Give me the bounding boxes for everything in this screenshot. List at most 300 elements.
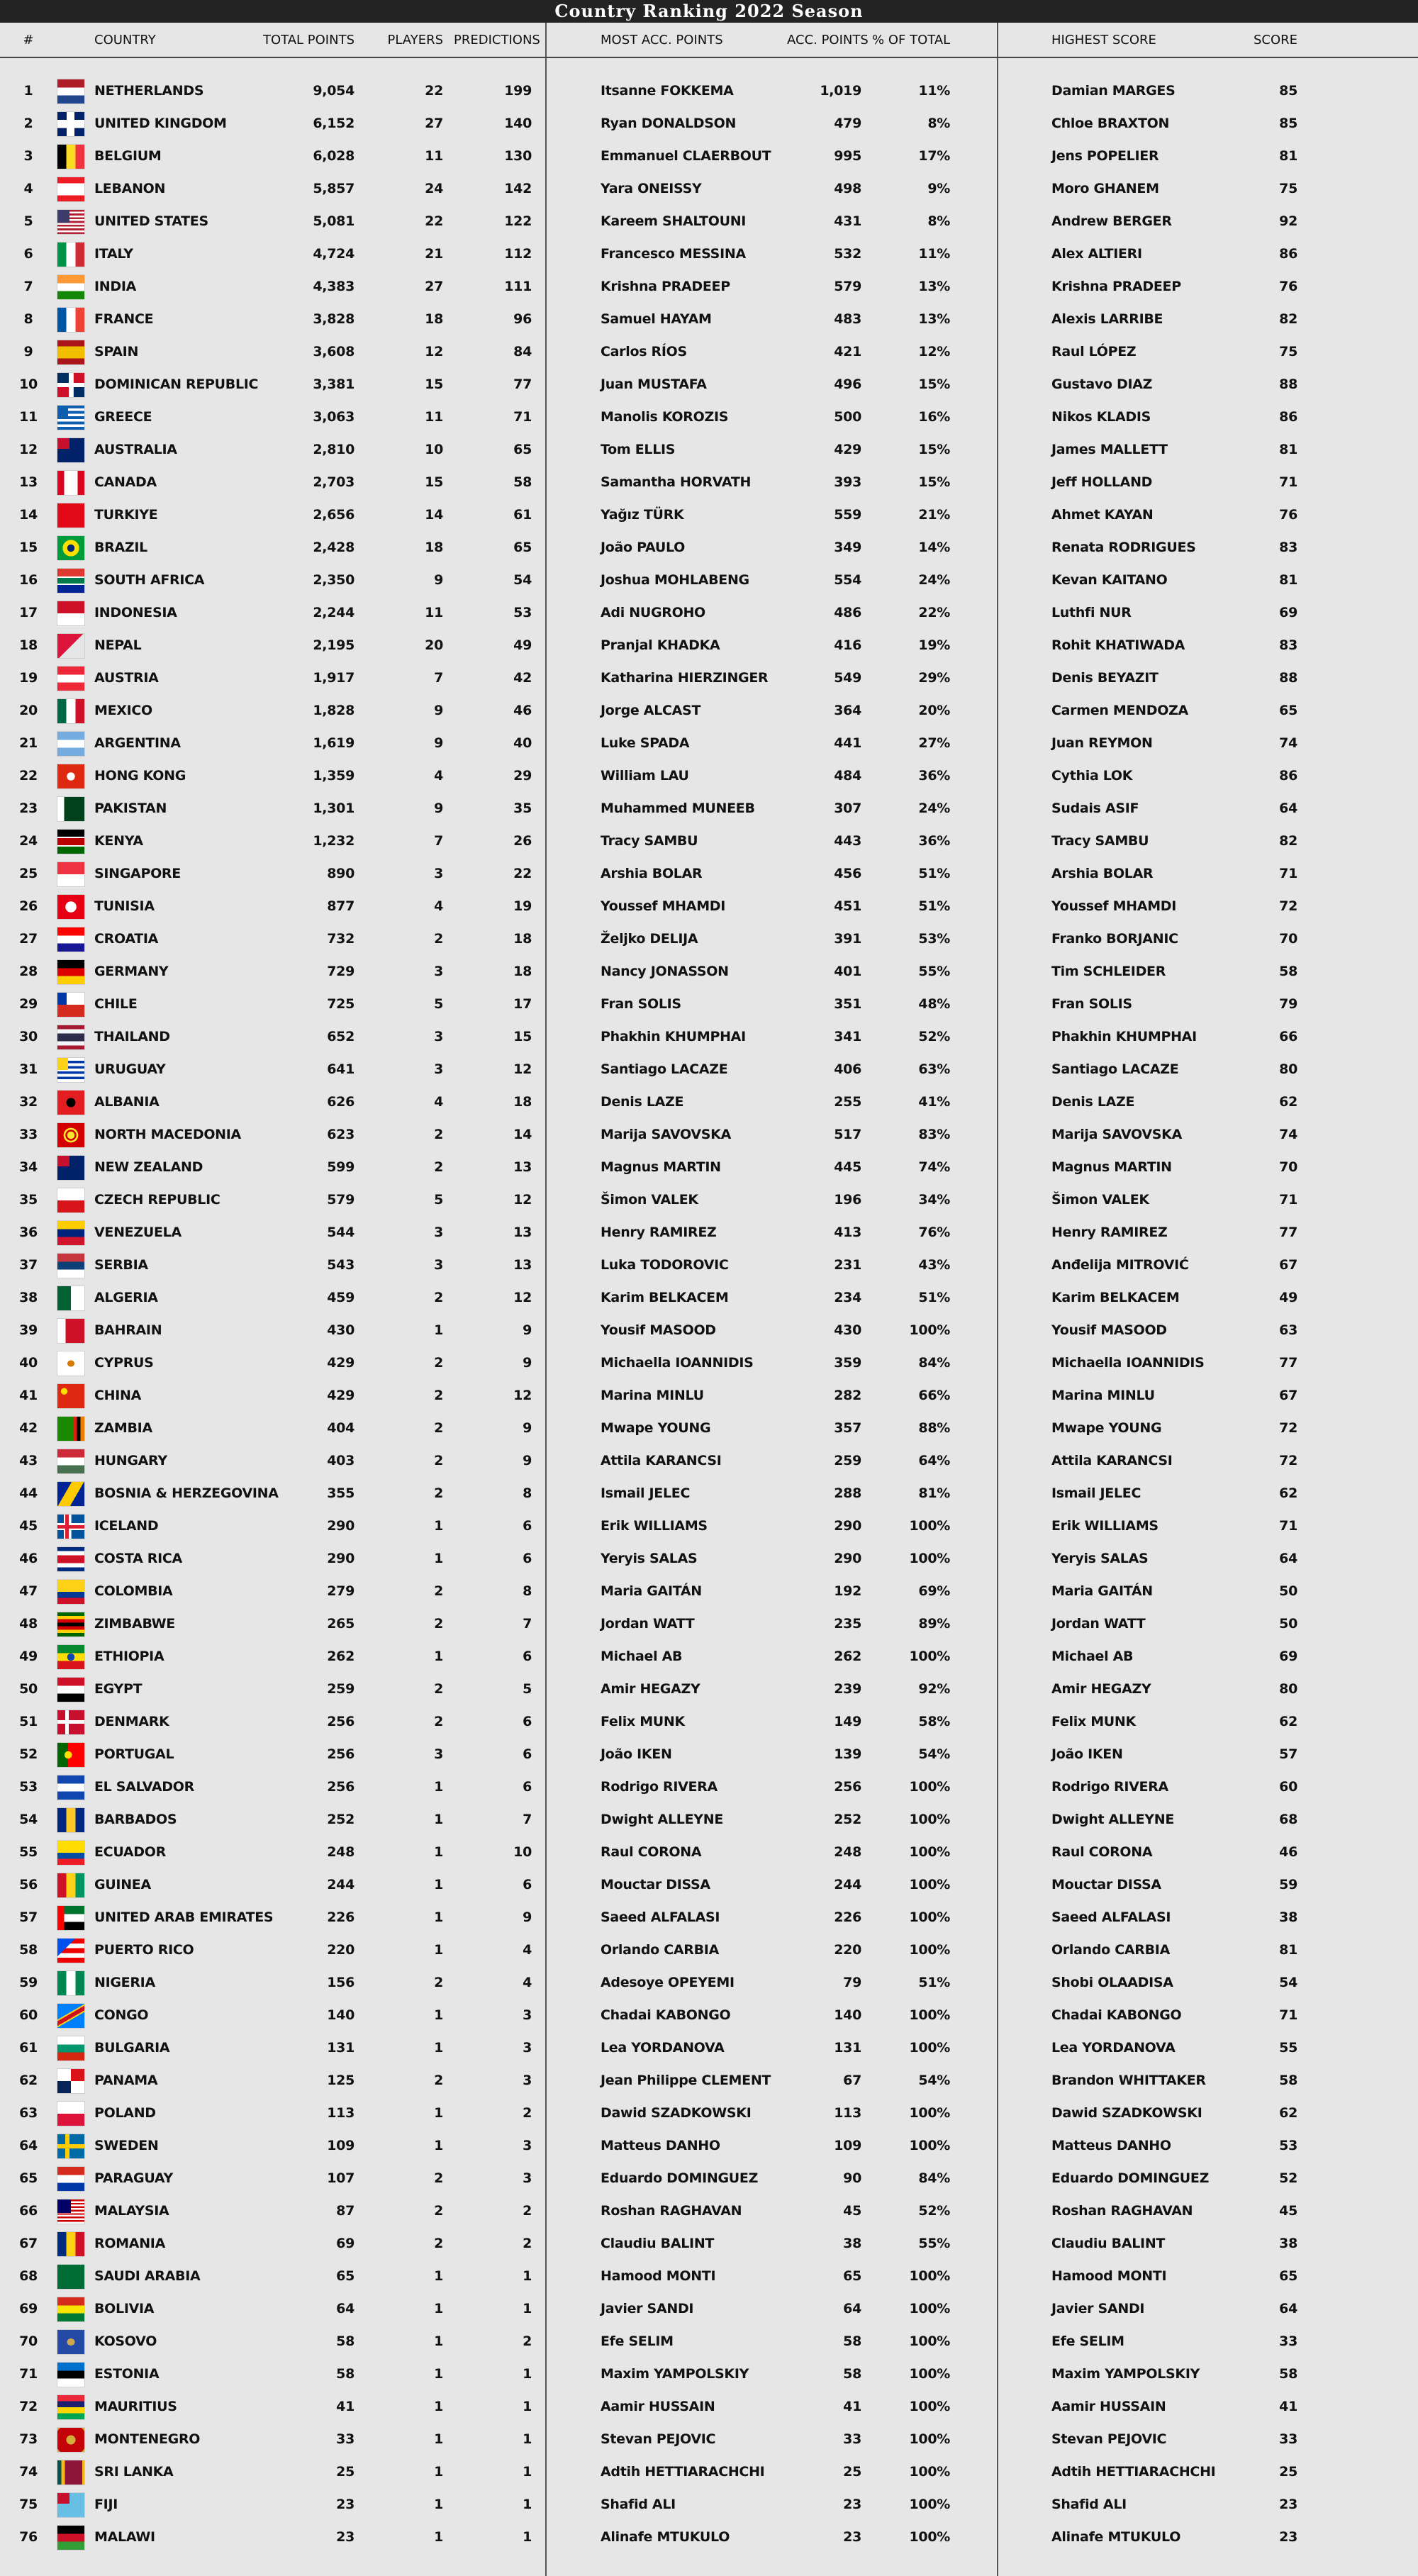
total-points-cell: 156 <box>327 1975 354 1990</box>
players-cell: 3 <box>434 1746 443 1762</box>
table-row[interactable] <box>0 956 1418 988</box>
pct-of-total-cell: 13% <box>918 311 950 327</box>
table-row[interactable] <box>0 140 1418 173</box>
table-row[interactable] <box>0 1804 1418 1836</box>
table-row[interactable] <box>0 858 1418 891</box>
rank-cell: 62 <box>19 2073 38 2088</box>
players-cell: 1 <box>434 2334 443 2349</box>
players-cell: 7 <box>434 670 443 686</box>
table-row[interactable] <box>0 2391 1418 2424</box>
predictions-cell: 6 <box>523 1746 532 1762</box>
total-points-cell: 890 <box>327 866 354 881</box>
rank-cell: 24 <box>19 833 38 849</box>
table-row[interactable] <box>0 1869 1418 1902</box>
pct-of-total-cell: 8% <box>927 213 950 229</box>
total-points-cell: 1,619 <box>313 735 354 751</box>
acc-points-cell: 220 <box>834 1942 861 1958</box>
country-cell: VENEZUELA <box>94 1225 182 1240</box>
highest-score-player-cell: Maria GAITÁN <box>1051 1583 1153 1599</box>
total-points-cell: 544 <box>327 1225 354 1240</box>
highest-score-player-cell: Renata RODRIGUES <box>1051 540 1196 555</box>
pct-of-total-cell: 12% <box>918 344 950 359</box>
germany-flag-icon <box>57 959 85 985</box>
table-row[interactable] <box>0 1119 1418 1152</box>
table-row[interactable] <box>0 891 1418 923</box>
table-row[interactable] <box>0 173 1418 206</box>
predictions-cell: 112 <box>504 246 532 262</box>
total-points-cell: 290 <box>327 1518 354 1534</box>
table-row[interactable] <box>0 2489 1418 2521</box>
austria-flag-icon <box>57 666 85 691</box>
most-acc-points-player-cell: Carlos RÍOS <box>601 344 687 359</box>
total-points-cell: 256 <box>327 1746 354 1762</box>
acc-points-cell: 416 <box>834 637 861 653</box>
highest-score-player-cell: Aamir HUSSAIN <box>1051 2399 1166 2414</box>
total-points-cell: 220 <box>327 1942 354 1958</box>
rank-cell: 56 <box>19 1877 38 1892</box>
mexico-flag-icon <box>57 698 85 724</box>
pct-of-total-cell: 100% <box>909 1844 950 1860</box>
rank-cell: 33 <box>19 1127 38 1142</box>
acc-points-cell: 58 <box>843 2334 861 2349</box>
table-row[interactable] <box>0 75 1418 108</box>
score-cell: 83 <box>1279 540 1297 555</box>
rank-cell: 49 <box>19 1649 38 1664</box>
players-cell: 1 <box>434 1518 443 1534</box>
table-row[interactable] <box>0 1315 1418 1347</box>
chile-flag-icon <box>57 992 85 1017</box>
total-points-cell: 459 <box>327 1290 354 1305</box>
table-row[interactable] <box>0 336 1418 369</box>
pct-of-total-cell: 100% <box>909 2334 950 2349</box>
highest-score-player-cell: Saeed ALFALASI <box>1051 1909 1171 1925</box>
predictions-cell: 65 <box>513 442 532 457</box>
most-acc-points-player-cell: Željko DELIJA <box>601 931 698 947</box>
acc-points-cell: 58 <box>843 2366 861 2382</box>
header-total-points[interactable]: TOTAL POINTS <box>262 33 354 48</box>
highest-score-player-cell: Hamood MONTI <box>1051 2268 1167 2284</box>
players-cell: 10 <box>425 442 443 457</box>
table-row[interactable] <box>0 2097 1418 2130</box>
pct-of-total-cell: 52% <box>918 2203 950 2219</box>
table-row[interactable] <box>0 271 1418 303</box>
pct-of-total-cell: 22% <box>918 605 950 620</box>
table-row[interactable] <box>0 2163 1418 2195</box>
table-row[interactable] <box>0 369 1418 401</box>
score-cell: 63 <box>1279 1322 1297 1338</box>
rank-cell: 31 <box>19 1061 38 1077</box>
uruguay-flag-icon <box>57 1057 85 1083</box>
most-acc-points-player-cell: Shafid ALI <box>601 2497 676 2512</box>
predictions-cell: 1 <box>523 2399 532 2414</box>
table-row[interactable] <box>0 1282 1418 1315</box>
congo-flag-icon <box>57 2003 85 2029</box>
tunisia-flag-icon <box>57 894 85 920</box>
predictions-cell: 7 <box>523 1616 532 1632</box>
country-cell: PANAMA <box>94 2073 158 2088</box>
total-points-cell: 41 <box>336 2399 354 2414</box>
table-row[interactable] <box>0 303 1418 336</box>
total-points-cell: 256 <box>327 1779 354 1795</box>
total-points-cell: 109 <box>327 2138 354 2153</box>
most-acc-points-player-cell: Jordan WATT <box>601 1616 695 1632</box>
table-row[interactable] <box>0 1086 1418 1119</box>
table-row[interactable] <box>0 597 1418 630</box>
header-pct-of-total[interactable]: % OF TOTAL <box>872 33 951 48</box>
highest-score-player-cell: Tracy SAMBU <box>1051 833 1149 849</box>
highest-score-player-cell: Carmen MENDOZA <box>1051 703 1188 718</box>
total-points-cell: 599 <box>327 1159 354 1175</box>
table-row[interactable] <box>0 1967 1418 2000</box>
country-cell: ZAMBIA <box>94 1420 152 1436</box>
greece-flag-icon <box>57 405 85 430</box>
egypt-flag-icon <box>57 1677 85 1702</box>
table-row[interactable] <box>0 2032 1418 2065</box>
table-row[interactable] <box>0 1608 1418 1641</box>
country-cell: HONG KONG <box>94 768 186 784</box>
acc-points-cell: 65 <box>843 2268 861 2284</box>
table-row[interactable] <box>0 1478 1418 1510</box>
table-row[interactable] <box>0 1380 1418 1412</box>
pct-of-total-cell: 17% <box>918 148 950 164</box>
estonia-flag-icon <box>57 2362 85 2387</box>
table-row[interactable] <box>0 499 1418 532</box>
pct-of-total-cell: 41% <box>918 1094 950 1110</box>
table-row[interactable] <box>0 793 1418 825</box>
highest-score-player-cell: Krishna PRADEEP <box>1051 279 1181 294</box>
zimbabwe-flag-icon <box>57 1612 85 1637</box>
country-cell: UNITED STATES <box>94 213 208 229</box>
table-row[interactable] <box>0 206 1418 238</box>
table-row[interactable] <box>0 2521 1418 2554</box>
table-row[interactable] <box>0 238 1418 271</box>
total-points-cell: 2,244 <box>313 605 354 620</box>
players-cell: 1 <box>434 1551 443 1566</box>
players-cell: 3 <box>434 1225 443 1240</box>
predictions-cell: 6 <box>523 1551 532 1566</box>
header-divider <box>0 57 1418 58</box>
players-cell: 18 <box>425 540 443 555</box>
table-row[interactable] <box>0 1217 1418 1249</box>
france-flag-icon <box>57 307 85 333</box>
most-acc-points-player-cell: Phakhin KHUMPHAI <box>601 1029 746 1044</box>
highest-score-player-cell: Marina MINLU <box>1051 1388 1155 1403</box>
table-row[interactable] <box>0 988 1418 1021</box>
sweden-flag-icon <box>57 2134 85 2159</box>
country-cell: BRAZIL <box>94 540 147 555</box>
pct-of-total-cell: 74% <box>918 1159 950 1175</box>
table-row[interactable] <box>0 2260 1418 2293</box>
table-row[interactable] <box>0 1641 1418 1673</box>
table-row[interactable] <box>0 825 1418 858</box>
pakistan-flag-icon <box>57 796 85 822</box>
table-row[interactable] <box>0 1152 1418 1184</box>
pct-of-total-cell: 58% <box>918 1714 950 1729</box>
header-score[interactable]: SCORE <box>1253 33 1297 48</box>
acc-points-cell: 226 <box>834 1909 861 1925</box>
total-points-cell: 259 <box>327 1681 354 1697</box>
header-highest-score[interactable]: HIGHEST SCORE <box>1051 33 1156 48</box>
pct-of-total-cell: 15% <box>918 442 950 457</box>
total-points-cell: 262 <box>327 1649 354 1664</box>
country-cell: INDONESIA <box>94 605 177 620</box>
predictions-cell: 54 <box>513 572 532 588</box>
pct-of-total-cell: 54% <box>918 2073 950 2088</box>
country-cell: MEXICO <box>94 703 152 718</box>
table-row[interactable] <box>0 2065 1418 2097</box>
highest-score-player-cell: Magnus MARTIN <box>1051 1159 1172 1175</box>
table-row[interactable] <box>0 2326 1418 2358</box>
table-row[interactable] <box>0 2293 1418 2326</box>
highest-score-player-cell: Luthfi NUR <box>1051 605 1132 620</box>
table-row[interactable] <box>0 695 1418 727</box>
acc-points-cell: 259 <box>834 1453 861 1468</box>
country-cell: EL SALVADOR <box>94 1779 194 1795</box>
most-acc-points-player-cell: Magnus MARTIN <box>601 1159 721 1175</box>
country-cell: FIJI <box>94 2497 118 2512</box>
predictions-cell: 71 <box>513 409 532 425</box>
score-cell: 45 <box>1279 2203 1297 2219</box>
rank-cell: 26 <box>19 898 38 914</box>
table-row[interactable] <box>0 1543 1418 1576</box>
score-cell: 64 <box>1279 801 1297 816</box>
highest-score-player-cell: Rodrigo RIVERA <box>1051 1779 1168 1795</box>
score-cell: 67 <box>1279 1257 1297 1273</box>
most-acc-points-player-cell: Chadai KABONGO <box>601 2007 731 2023</box>
table-row[interactable] <box>0 727 1418 760</box>
highest-score-player-cell: Mwape YOUNG <box>1051 1420 1162 1436</box>
table-row[interactable] <box>0 760 1418 793</box>
score-cell: 85 <box>1279 116 1297 131</box>
table-row[interactable] <box>0 1445 1418 1478</box>
players-cell: 2 <box>434 2073 443 2088</box>
pct-of-total-cell: 100% <box>909 1779 950 1795</box>
score-cell: 50 <box>1279 1583 1297 1599</box>
score-cell: 81 <box>1279 442 1297 457</box>
total-points-cell: 58 <box>336 2366 354 2382</box>
highest-score-player-cell: Chloe BRAXTON <box>1051 116 1170 131</box>
country-cell: LEBANON <box>94 181 166 196</box>
poland-flag-icon <box>57 2101 85 2126</box>
rank-cell: 67 <box>19 2236 38 2251</box>
most-acc-points-player-cell: Samantha HORVATH <box>601 474 752 490</box>
score-cell: 67 <box>1279 1388 1297 1403</box>
table-row[interactable] <box>0 108 1418 140</box>
header-country[interactable]: COUNTRY <box>94 33 156 48</box>
rank-cell: 18 <box>19 637 38 653</box>
rank-cell: 5 <box>23 213 33 229</box>
pct-of-total-cell: 84% <box>918 2170 950 2186</box>
country-cell: SINGAPORE <box>94 866 181 881</box>
table-row[interactable] <box>0 923 1418 956</box>
acc-points-cell: 430 <box>834 1322 861 1338</box>
players-cell: 2 <box>434 2170 443 2186</box>
rank-cell: 3 <box>23 148 33 164</box>
pct-of-total-cell: 29% <box>918 670 950 686</box>
players-cell: 24 <box>425 181 443 196</box>
country-cell: MALAYSIA <box>94 2203 169 2219</box>
score-cell: 86 <box>1279 246 1297 262</box>
predictions-cell: 6 <box>523 1714 532 1729</box>
acc-points-cell: 192 <box>834 1583 861 1599</box>
panama-flag-icon <box>57 2068 85 2094</box>
total-points-cell: 1,917 <box>313 670 354 686</box>
header-predictions[interactable]: PREDICTIONS <box>454 33 540 48</box>
pct-of-total-cell: 100% <box>909 1518 950 1534</box>
country-cell: BULGARIA <box>94 2040 170 2056</box>
table-row[interactable] <box>0 2228 1418 2260</box>
predictions-cell: 26 <box>513 833 532 849</box>
predictions-cell: 42 <box>513 670 532 686</box>
table-row[interactable] <box>0 2130 1418 2163</box>
pct-of-total-cell: 69% <box>918 1583 950 1599</box>
acc-points-cell: 41 <box>843 2399 861 2414</box>
rank-cell: 66 <box>19 2203 38 2219</box>
country-cell: POLAND <box>94 2105 156 2121</box>
table-row[interactable] <box>0 1184 1418 1217</box>
pct-of-total-cell: 64% <box>918 1453 950 1468</box>
highest-score-player-cell: Henry RAMIREZ <box>1051 1225 1168 1240</box>
predictions-cell: 12 <box>513 1192 532 1208</box>
most-acc-points-player-cell: Rodrigo RIVERA <box>601 1779 718 1795</box>
total-points-cell: 9,054 <box>313 83 354 99</box>
score-cell: 52 <box>1279 2170 1297 2186</box>
most-acc-points-player-cell: Erik WILLIAMS <box>601 1518 708 1534</box>
table-row[interactable] <box>0 1902 1418 1934</box>
acc-points-cell: 1,019 <box>820 83 861 99</box>
table-row[interactable] <box>0 467 1418 499</box>
table-row[interactable] <box>0 1412 1418 1445</box>
header-players[interactable]: PLAYERS <box>387 33 443 48</box>
acc-points-cell: 256 <box>834 1779 861 1795</box>
acc-points-cell: 496 <box>834 377 861 392</box>
rank-cell: 29 <box>19 996 38 1012</box>
table-row[interactable] <box>0 1021 1418 1054</box>
total-points-cell: 1,828 <box>313 703 354 718</box>
table-row[interactable] <box>0 564 1418 597</box>
most-acc-points-player-cell: Raul CORONA <box>601 1844 702 1860</box>
bosnia-flag-icon <box>57 1481 85 1507</box>
table-row[interactable] <box>0 2000 1418 2032</box>
spain-flag-icon <box>57 340 85 365</box>
most-acc-points-player-cell: Amir HEGAZY <box>601 1681 700 1697</box>
header-acc-points[interactable]: ACC. POINTS <box>787 33 869 48</box>
table-row[interactable] <box>0 532 1418 564</box>
table-row[interactable] <box>0 2424 1418 2456</box>
rank-cell: 21 <box>19 735 38 751</box>
table-row[interactable] <box>0 401 1418 434</box>
table-row[interactable] <box>0 1673 1418 1706</box>
country-cell: UNITED ARAB EMIRATES <box>94 1909 274 1925</box>
score-cell: 50 <box>1279 1616 1297 1632</box>
highest-score-player-cell: Tim SCHLEIDER <box>1051 964 1166 979</box>
pct-of-total-cell: 51% <box>918 1290 950 1305</box>
rank-cell: 53 <box>19 1779 38 1795</box>
table-row[interactable] <box>0 1510 1418 1543</box>
total-points-cell: 4,724 <box>313 246 354 262</box>
table-row[interactable] <box>0 1771 1418 1804</box>
most-acc-points-player-cell: Luke SPADA <box>601 735 690 751</box>
acc-points-cell: 364 <box>834 703 861 718</box>
highest-score-player-cell: Shafid ALI <box>1051 2497 1127 2512</box>
table-row[interactable] <box>0 2195 1418 2228</box>
most-acc-points-player-cell: Joshua MOHLABENG <box>601 572 749 588</box>
score-cell: 71 <box>1279 2007 1297 2023</box>
pct-of-total-cell: 20% <box>918 703 950 718</box>
table-row[interactable] <box>0 434 1418 467</box>
header-most-acc-points[interactable]: MOST ACC. POINTS <box>601 33 723 48</box>
score-cell: 75 <box>1279 344 1297 359</box>
highest-score-player-cell: Denis BEYAZIT <box>1051 670 1159 686</box>
country-cell: BOLIVIA <box>94 2301 155 2316</box>
predictions-cell: 140 <box>504 116 532 131</box>
table-row[interactable] <box>0 1706 1418 1739</box>
score-cell: 86 <box>1279 409 1297 425</box>
players-cell: 2 <box>434 1159 443 1175</box>
score-cell: 59 <box>1279 1877 1297 1892</box>
total-points-cell: 404 <box>327 1420 354 1436</box>
players-cell: 3 <box>434 866 443 881</box>
pct-of-total-cell: 52% <box>918 1029 950 1044</box>
total-points-cell: 1,301 <box>313 801 354 816</box>
country-cell: DOMINICAN REPUBLIC <box>94 377 259 392</box>
highest-score-player-cell: Mouctar DISSA <box>1051 1877 1161 1892</box>
country-cell: ICELAND <box>94 1518 159 1534</box>
most-acc-points-player-cell: Itsanne FOKKEMA <box>601 83 734 99</box>
table-row[interactable] <box>0 1934 1418 1967</box>
table-row[interactable] <box>0 630 1418 662</box>
most-acc-points-player-cell: Orlando CARBIA <box>601 1942 719 1958</box>
players-cell: 1 <box>434 1779 443 1795</box>
score-cell: 33 <box>1279 2431 1297 2447</box>
most-acc-points-player-cell: Dawid SZADKOWSKI <box>601 2105 752 2121</box>
table-row[interactable] <box>0 1249 1418 1282</box>
pct-of-total-cell: 100% <box>909 1812 950 1827</box>
acc-points-cell: 391 <box>834 931 861 947</box>
rank-cell: 34 <box>19 1159 38 1175</box>
players-cell: 22 <box>425 213 443 229</box>
most-acc-points-player-cell: Adi NUGROHO <box>601 605 705 620</box>
acc-points-cell: 532 <box>834 246 861 262</box>
acc-points-cell: 431 <box>834 213 861 229</box>
score-cell: 81 <box>1279 572 1297 588</box>
acc-points-cell: 255 <box>834 1094 861 1110</box>
header-rank[interactable]: # <box>23 33 34 48</box>
table-row[interactable] <box>0 2456 1418 2489</box>
pct-of-total-cell: 55% <box>918 964 950 979</box>
table-row[interactable] <box>0 1054 1418 1086</box>
highest-score-player-cell: Raul LÓPEZ <box>1051 344 1137 359</box>
pct-of-total-cell: 13% <box>918 279 950 294</box>
table-row[interactable] <box>0 1739 1418 1771</box>
mauritius-flag-icon <box>57 2394 85 2420</box>
table-row[interactable] <box>0 1576 1418 1608</box>
table-row[interactable] <box>0 662 1418 695</box>
total-points-cell: 732 <box>327 931 354 947</box>
rank-cell: 20 <box>19 703 38 718</box>
predictions-cell: 1 <box>523 2301 532 2316</box>
table-row[interactable] <box>0 1347 1418 1380</box>
players-cell: 1 <box>434 1844 443 1860</box>
players-cell: 2 <box>434 1681 443 1697</box>
total-points-cell: 641 <box>327 1061 354 1077</box>
acc-points-cell: 288 <box>834 1485 861 1501</box>
table-row[interactable] <box>0 2358 1418 2391</box>
country-cell: ITALY <box>94 246 133 262</box>
most-acc-points-player-cell: Attila KARANCSI <box>601 1453 722 1468</box>
predictions-cell: 199 <box>504 83 532 99</box>
table-row[interactable] <box>0 1836 1418 1869</box>
